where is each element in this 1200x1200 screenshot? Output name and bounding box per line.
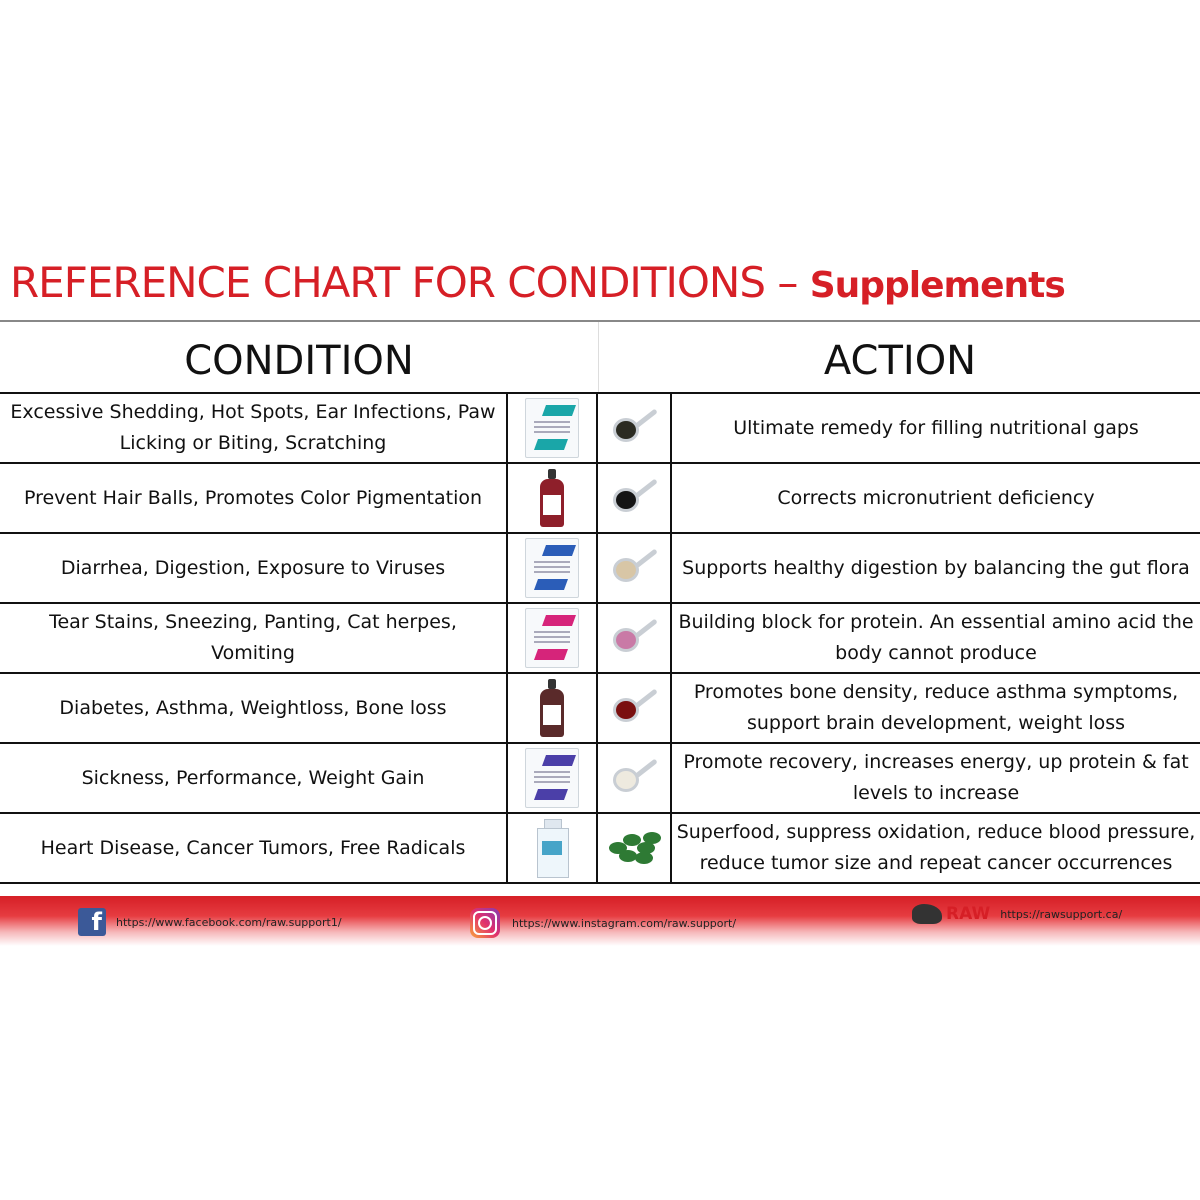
scoop-icon bbox=[609, 406, 659, 450]
condition-cell: Excessive Shedding, Hot Spots, Ear Infections, Paw Licking or Biting, Scratching bbox=[0, 394, 508, 462]
product-cell bbox=[508, 744, 598, 812]
table-row bbox=[0, 464, 1200, 534]
action-header: ACTION bbox=[823, 338, 977, 384]
supplement-bag-icon bbox=[525, 538, 579, 598]
table-row bbox=[0, 814, 1200, 884]
product-cell bbox=[508, 394, 598, 462]
brand-name: RAW bbox=[946, 904, 991, 924]
product-cell bbox=[508, 814, 598, 882]
supplement-bag-icon bbox=[525, 398, 579, 458]
table-row bbox=[0, 394, 1200, 464]
algae-icon bbox=[607, 830, 661, 866]
instagram-url: https://www.instagram.com/raw.support/ bbox=[512, 916, 737, 930]
condition-cell: Heart Disease, Cancer Tumors, Free Radicals bbox=[0, 814, 508, 882]
condition-header: CONDITION bbox=[184, 338, 414, 384]
scoop-icon bbox=[609, 546, 659, 590]
reference-table bbox=[0, 392, 1200, 884]
action-cell: Building block for protein. An essential amino acid the body cannot produce bbox=[678, 611, 1194, 664]
condition-cell: Sickness, Performance, Weight Gain bbox=[0, 744, 508, 812]
scoop-icon bbox=[609, 686, 659, 730]
ingredient-cell bbox=[598, 604, 672, 672]
supplement-jar-icon bbox=[535, 819, 569, 877]
scoop-icon bbox=[609, 756, 659, 800]
action-cell: Superfood, suppress oxidation, reduce blood pressure, reduce tumor size and repeat cancer occurrences bbox=[676, 821, 1196, 874]
facebook-link[interactable] bbox=[78, 908, 342, 936]
ingredient-cell bbox=[598, 674, 672, 742]
scoop-icon bbox=[609, 476, 659, 520]
title-main: REFERENCE CHART FOR CONDITIONS – bbox=[10, 258, 810, 307]
condition-cell: Diabetes, Asthma, Weightloss, Bone loss bbox=[0, 674, 508, 742]
product-cell bbox=[508, 464, 598, 532]
supplement-bag-icon bbox=[525, 748, 579, 808]
scoop-icon bbox=[609, 616, 659, 660]
action-cell: Promotes bone density, reduce asthma symptoms, support brain development, weight loss bbox=[693, 681, 1179, 734]
header-divider bbox=[598, 322, 599, 392]
product-cell bbox=[508, 674, 598, 742]
page-title bbox=[10, 258, 1065, 307]
title-sub: Supplements bbox=[809, 265, 1065, 306]
instagram-icon bbox=[470, 908, 500, 938]
product-cell bbox=[508, 534, 598, 602]
condition-cell: Prevent Hair Balls, Promotes Color Pigmentation bbox=[0, 464, 508, 532]
action-cell: Corrects micronutrient deficiency bbox=[777, 486, 1095, 509]
action-cell: Ultimate remedy for filling nutritional gaps bbox=[733, 416, 1139, 439]
table-row bbox=[0, 744, 1200, 814]
instagram-link[interactable] bbox=[470, 908, 736, 938]
table-row bbox=[0, 674, 1200, 744]
facebook-url: https://www.facebook.com/raw.support1/ bbox=[116, 915, 342, 929]
facebook-icon: f bbox=[78, 908, 106, 936]
ingredient-cell bbox=[598, 464, 672, 532]
title-rule bbox=[0, 320, 1200, 322]
table-row bbox=[0, 604, 1200, 674]
website-link[interactable] bbox=[912, 904, 1122, 924]
product-cell bbox=[508, 604, 598, 672]
ingredient-cell bbox=[598, 744, 672, 812]
ingredient-cell bbox=[598, 534, 672, 602]
table-row bbox=[0, 534, 1200, 604]
raw-logo bbox=[912, 904, 990, 924]
action-cell: Supports healthy digestion by balancing the gut flora bbox=[682, 556, 1190, 579]
action-cell: Promote recovery, increases energy, up protein & fat levels to increase bbox=[683, 751, 1189, 804]
ingredient-cell bbox=[598, 394, 672, 462]
condition-cell: Tear Stains, Sneezing, Panting, Cat herpes, Vomiting bbox=[0, 604, 508, 672]
dog-icon bbox=[912, 904, 942, 924]
ingredient-cell bbox=[598, 814, 672, 882]
condition-cell: Diarrhea, Digestion, Exposure to Viruses bbox=[0, 534, 508, 602]
supplement-bottle-icon bbox=[540, 679, 564, 737]
supplement-bag-icon bbox=[525, 608, 579, 668]
supplement-bottle-icon bbox=[540, 469, 564, 527]
website-url: https://rawsupport.ca/ bbox=[1000, 907, 1123, 921]
